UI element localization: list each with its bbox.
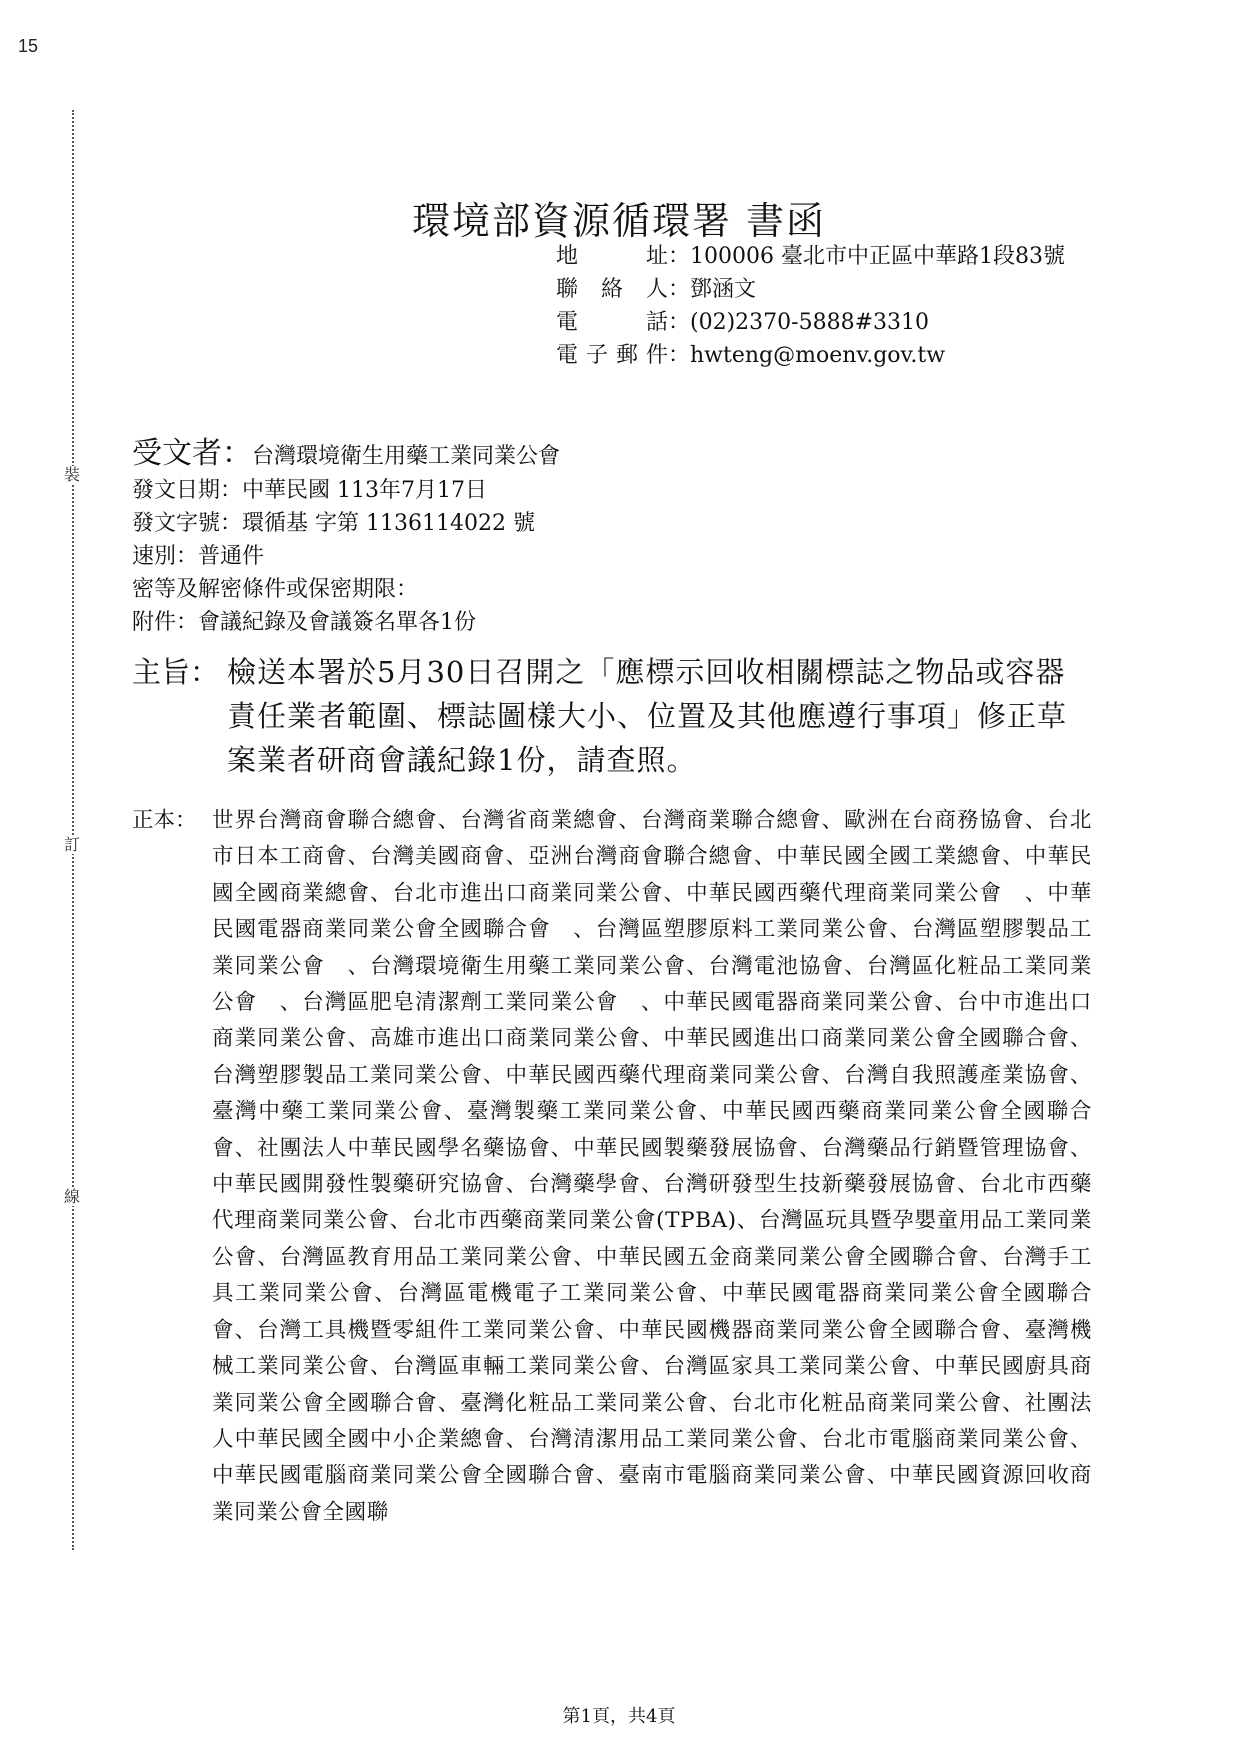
meta-speed — [132, 540, 535, 573]
meta-issue-date-value: 中華民國 113年7月17日 — [242, 478, 487, 503]
contact-address — [556, 240, 1065, 273]
meta-speed-value: 普通件 — [198, 544, 265, 569]
contact-phone-label: 電 話 — [556, 310, 668, 335]
page-corner-number: 15 — [18, 36, 39, 56]
document-title: 環境部資源循環署 書函 — [411, 199, 827, 243]
meta-attachment-value: 會議紀錄及會議簽名單各1份 — [198, 610, 477, 635]
page-footer: 第1頁，共4頁 — [562, 1706, 676, 1727]
meta-document-number-label: 發文字號： — [132, 511, 243, 536]
contact-person-label: 聯絡人 — [556, 277, 668, 302]
contact-address-value: ：100006 臺北市中正區中華路1段83號 — [668, 244, 1065, 269]
binding-char-ding: 訂 — [64, 835, 81, 854]
contact-email — [556, 339, 1065, 372]
subject-section — [132, 650, 1092, 782]
meta-classification-label: 密等及解密條件或保密期限： — [132, 577, 419, 602]
binding-char-xian: 線 — [64, 1187, 81, 1206]
original-recipients-section — [132, 803, 1092, 1531]
original-recipients-label: 正本： — [132, 808, 197, 833]
contact-email-label: 電子郵件 — [556, 343, 668, 368]
meta-speed-label: 速別： — [132, 544, 199, 569]
original-recipients-text: 世界台灣商會聯合總會、台灣省商業總會、台灣商業聯合總會、歐洲在台商務協會、台北市日本工商會、台灣美國商會、亞洲台灣商會聯合總會、中華民國全國工業總會、中華民國全國商業總會、台北市進出口商業同業公會、中華民國西藥代理商業同業公會 、中華民國電器商業同業公會全國聯合會 、台灣區塑膠原料工業同業公會、台灣區塑膠製品工業同業公會 、台灣環境衛生用藥工業同業公會、台灣電池協會、台灣區化粧品工業同業公會 、台灣區肥皂清潔劑工業同業公會 、中華民國電器商業同業公會、台中市進出口商業同業公會、高雄市進出口商業同業公會、中華民國進出口商業同業公會全國聯合會、台灣塑膠製品工業同業公會、中華民國西藥代理商業同業公會、台灣自我照護產業協會、臺灣中藥工業同業公會、臺灣製藥工業同業公會、中華民國西藥商業同業公會全國聯合會、社團法人中華民國學名藥協會、中華民國製藥發展協會、台灣藥品行銷暨管理協會、中華民國開發性製藥研究協會、台灣藥學會、台灣研發型生技新藥發展協會、台北市西藥代理商業同業公會、台北市西藥商業同業公會(TPBA)、台灣區玩具暨孕嬰童用品工業同業公會、台灣區教育用品工業同業公會、中華民國五金商業同業公會全國聯合會、台灣手工具工業同業公會、台灣區電機電子工業同業公會、中華民國電器商業同業公會全國聯合會、台灣工具機暨零組件工業同業公會、中華民國機器商業同業公會全國聯合會、臺灣機械工業同業公會、台灣區車輛工業同業公會、台灣區家具工業同業公會、中華民國廚具商業同業公會全國聯合會、臺灣化粧品工業同業公會、台北市化粧品商業同業公會、社團法人中華民國全國中小企業總會、台灣清潔用品工業同業公會、台北市電腦商業同業公會、中華民國電腦商業同業公會全國聯合會、臺南市電腦商業同業公會、中華民國資源回收商業同業公會全國聯 — [212, 808, 1092, 1525]
meta-attachment-label: 附件： — [132, 610, 199, 635]
meta-issue-date-label: 發文日期： — [132, 478, 243, 503]
binding-char-zhuang: 裝 — [64, 465, 81, 484]
recipient-line — [132, 428, 560, 472]
subject-label: 主旨： — [132, 655, 220, 689]
meta-classification — [132, 573, 535, 606]
subject-text: 檢送本署於5月30日召開之「應標示回收相關標誌之物品或容器責任業者範圍、標誌圖樣大小、位置及其他應遵行事項」修正草案業者研商會議紀錄1份，請查照。 — [227, 655, 1068, 777]
contact-person-value: ：鄧涵文 — [668, 277, 757, 302]
document-meta — [132, 474, 535, 639]
binding-dotted-line — [72, 110, 74, 1550]
contact-email-value: ：hwteng@moenv.gov.tw — [668, 343, 946, 368]
meta-attachment — [132, 606, 535, 639]
meta-issue-date — [132, 474, 535, 507]
contact-phone — [556, 306, 1065, 339]
recipient-label: 受文者： — [132, 436, 252, 471]
meta-document-number — [132, 507, 535, 540]
meta-document-number-value: 環循基 字第 1136114022 號 — [242, 511, 535, 536]
contact-block — [556, 240, 1065, 372]
contact-address-label: 地 址 — [556, 244, 668, 269]
contact-person — [556, 273, 1065, 306]
recipient-value: 台灣環境衛生用藥工業同業公會 — [252, 444, 561, 469]
contact-phone-value: ：(02)2370-5888#3310 — [668, 310, 929, 335]
